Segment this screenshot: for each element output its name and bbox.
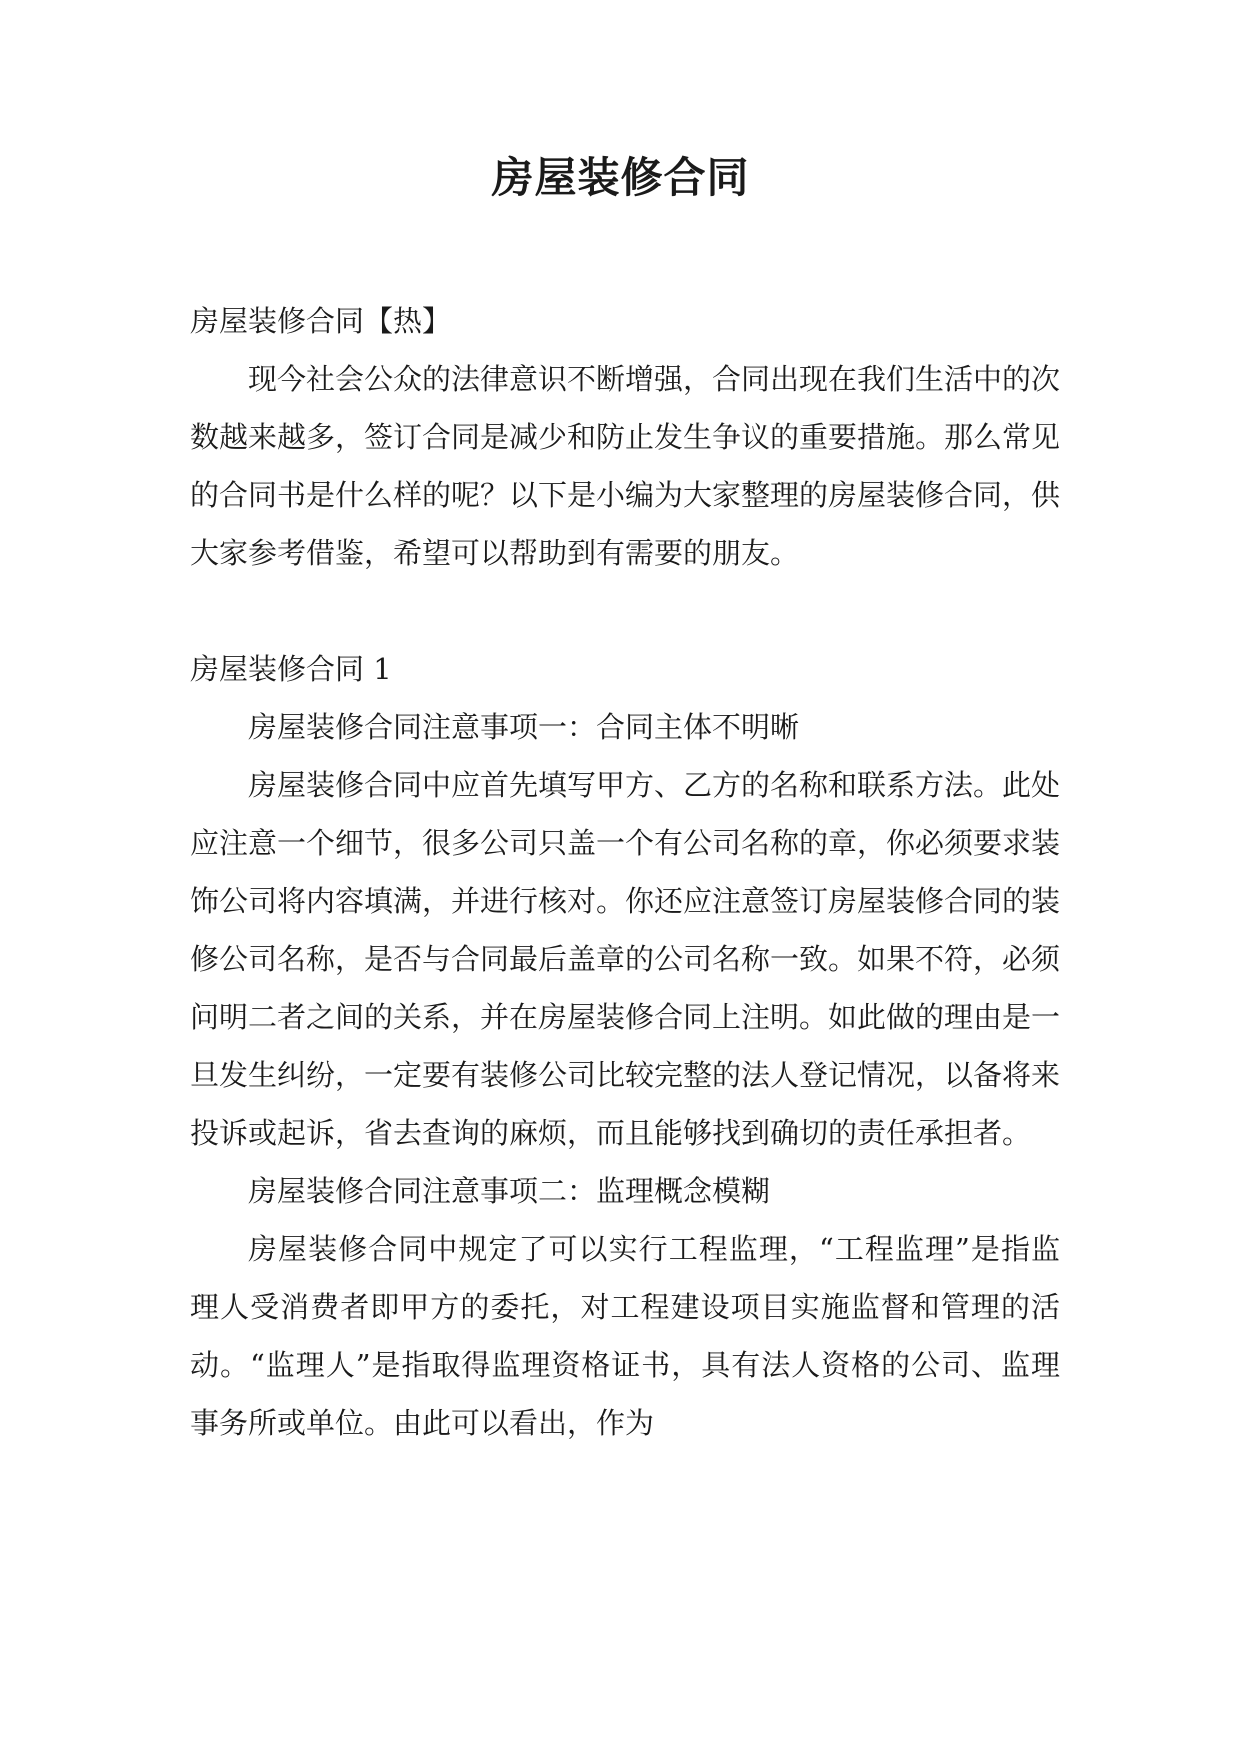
note-2-paragraph: 房屋装修合同中规定了可以实行工程监理，“工程监理”是指监理人受消费者即甲方的委托，对工程建设项目实施监督和管理的活动。“监理人”是指取得监理资格证书，具有法人资格的公司、监理事务所或单位。由此可以看出，作为	[190, 1232, 1060, 1440]
note-1-paragraph: 房屋装修合同中应首先填写甲方、乙方的名称和联系方法。此处应注意一个细节，很多公司只盖一个有公司名称的章，你必须要求装饰公司将内容填满，并进行核对。你还应注意签订房屋装修合同的装修公司名称，是否与合同最后盖章的公司名称一致。如果不符，必须问明二者之间的关系，并在房屋装修合同上注明。如此做的理由是一旦发生纠纷，一定要有装修公司比较完整的法人登记情况，以备将来投诉或起诉，省去查询的麻烦，而且能够找到确切的责任承担者。	[190, 768, 1061, 1150]
section-heading: 房屋装修合同 1	[190, 652, 392, 686]
document-subtitle: 房屋装修合同【热】	[190, 304, 452, 338]
intro-paragraph: 现今社会公众的法律意识不断增强，合同出现在我们生活中的次数越来越多，签订合同是减少和防止发生争议的重要措施。那么常见的合同书是什么样的呢？以下是小编为大家整理的房屋装修合同，供大家参考借鉴，希望可以帮助到有需要的朋友。	[190, 362, 1061, 570]
section-spacer	[190, 582, 1060, 640]
document-title: 房屋装修合同	[491, 153, 750, 202]
note-2-title: 房屋装修合同注意事项二：监理概念模糊	[248, 1174, 771, 1208]
note-1-title: 房屋装修合同注意事项一：合同主体不明晰	[248, 710, 800, 744]
document-body	[190, 292, 1060, 1452]
